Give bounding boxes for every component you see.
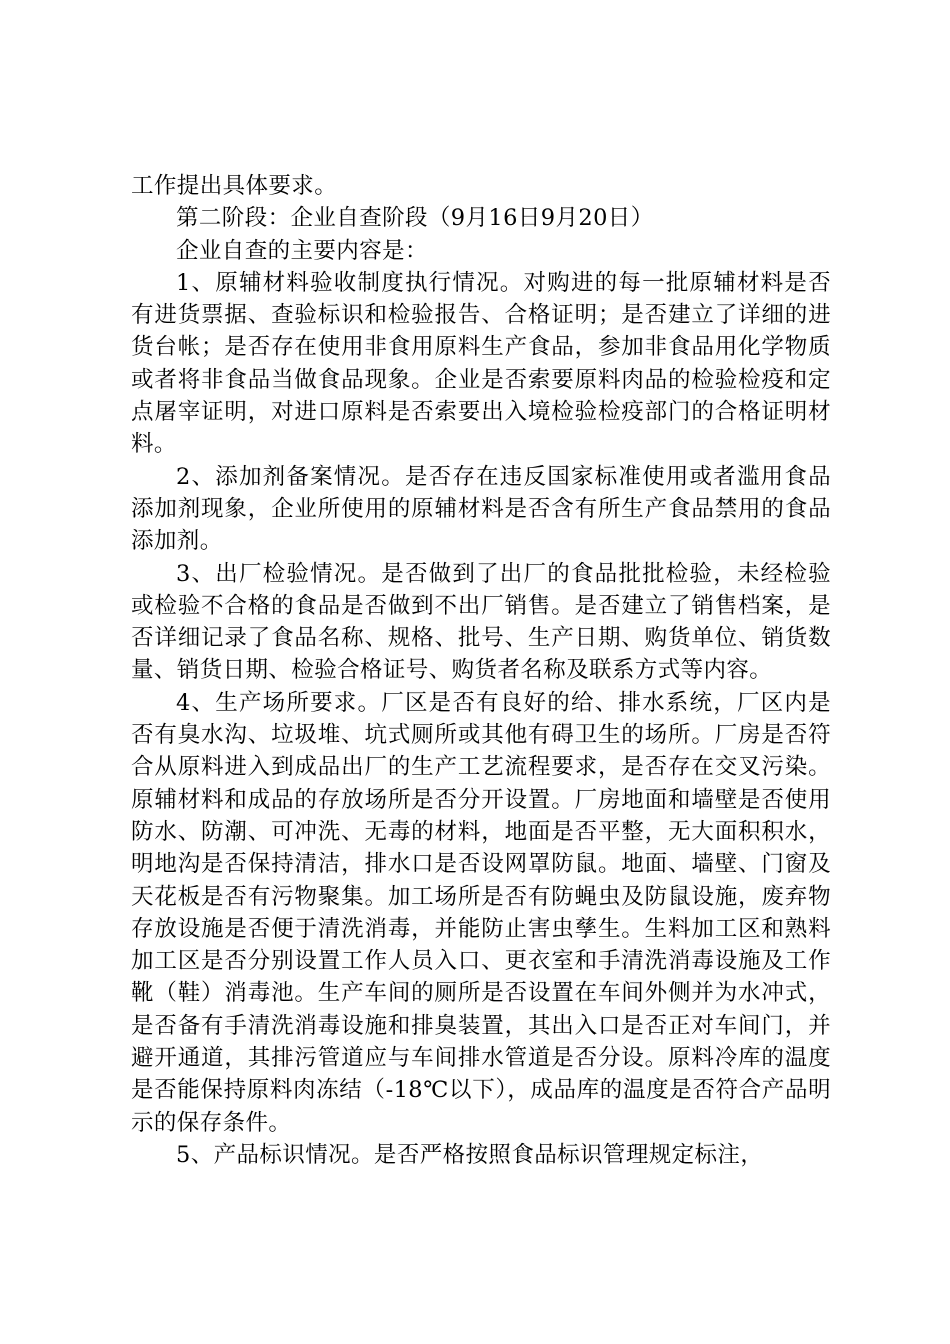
paragraph-item-5-product-labeling: 5、产品标识情况。是否严格按照食品标识管理规定标注， [176, 1141, 764, 1168]
document-body [131, 170, 831, 1171]
paragraph-item-2-additives: 2、添加剂备案情况。是否存在违反国家标准使用或者滥用食品添加剂现象，企业所使用的原辅材料是否含有所生产食品禁用的食品添加剂。 [131, 463, 831, 555]
paragraph-item-4-production-site: 4、生产场所要求。厂区是否有良好的给、排水系统，厂区内是否有臭水沟、垃圾堆、坑式厕所或其他有碍卫生的场所。厂房是否符合从原料进入到成品出厂的生产工艺流程要求，是否存在交叉污染。原辅材料和成品的存放场所是否分开设置。厂房地面和墙壁是否使用防水、防潮、可冲洗、无毒的材料，地面是否平整，无大面积积水，明地沟是否保持清洁，排水口是否设网罩防鼠。地面、墙壁、门窗及天花板是否有污物聚集。加工场所是否有防蝇虫及防鼠设施，废弃物存放设施是否便于清洗消毒，并能防止害虫孳生。生料加工区和熟料加工区是否分别设置工作人员入口、更衣室和手清洗消毒设施及工作靴（鞋）消毒池。生产车间的厕所是否设置在车间外侧并为水冲式，是否备有手清洗消毒设施和排臭装置，其出入口是否正对车间门，并避开通道，其排污管道应与车间排水管道是否分设。原料冷库的温度是否能保持原料肉冻结（-18℃以下），成品库的温度是否符合产品明示的保存条件。 [131, 689, 831, 1136]
paragraph-continuation: 工作提出具体要求。 [131, 173, 338, 199]
paragraph-self-check-intro: 企业自查的主要内容是： [176, 237, 428, 264]
paragraph-item-3-factory-inspection: 3、出厂检验情况。是否做到了出厂的食品批批检验，未经检验或检验不合格的食品是否做到不出厂销售。是否建立了销售档案，是否详细记录了食品名称、规格、批号、生产日期、购货单位、销货数量、销货日期、检验合格证号、购货者名称及联系方式等内容。 [131, 560, 831, 684]
paragraph-item-1-raw-materials: 1、原辅材料验收制度执行情况。对购进的每一批原辅材料是否有进货票据、查验标识和检验报告、合格证明；是否建立了详细的进货台帐；是否存在使用非食用原料生产食品，参加非食品用化学物质或者将非食品当做食品现象。企业是否索要原料肉品的检验检疫和定点屠宰证明，对进口原料是否索要出入境检验检疫部门的合格证明材料。 [131, 269, 831, 458]
paragraph-stage-two-heading: 第二阶段：企业自查阶段（9月16日9月20日） [176, 205, 654, 232]
